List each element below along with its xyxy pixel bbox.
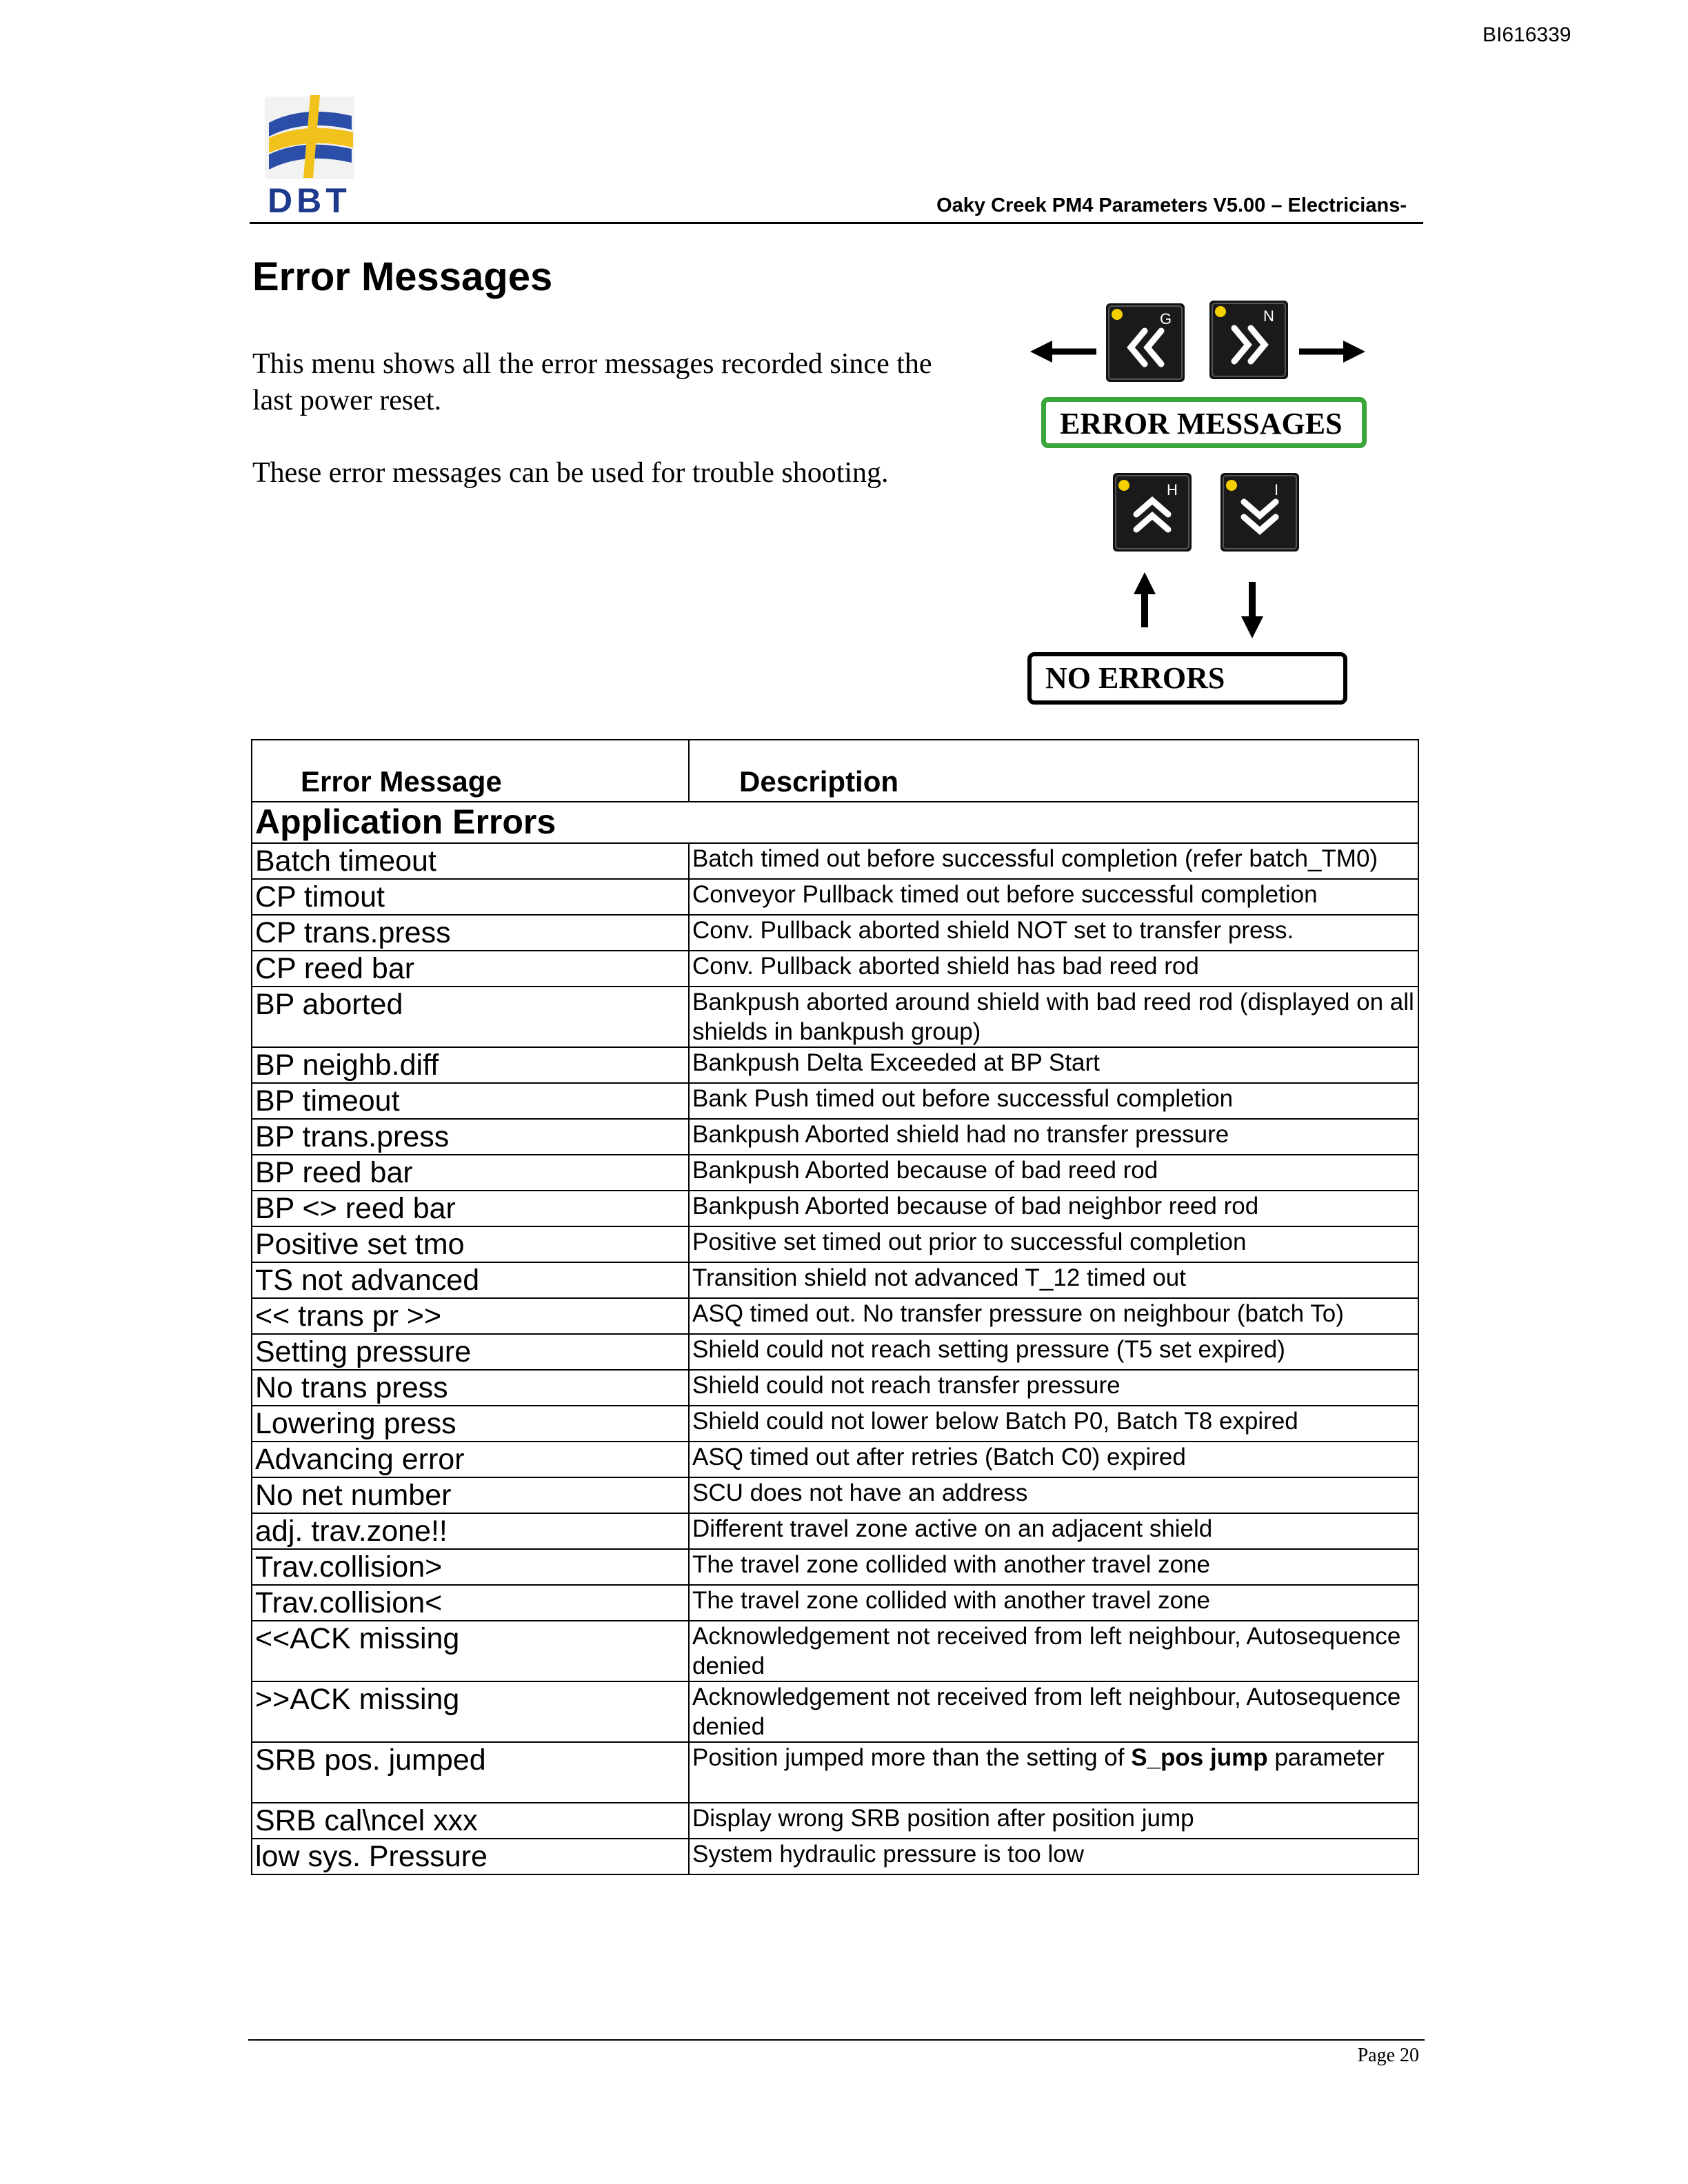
error-message-cell: BP <> reed bar xyxy=(252,1191,689,1226)
error-message-cell: BP timeout xyxy=(252,1083,689,1119)
description-cell: Transition shield not advanced T_12 timed out xyxy=(689,1262,1418,1298)
description-cell: ASQ timed out. No transfer pressure on neighbour (batch To) xyxy=(689,1298,1418,1334)
key-letter-n: N xyxy=(1263,307,1274,325)
error-table-container xyxy=(251,739,1418,1875)
table-row xyxy=(252,1406,1418,1442)
error-message-cell: >>ACK missing xyxy=(252,1681,689,1742)
table-header-row xyxy=(252,740,1418,802)
description-cell: The travel zone collided with another travel zone xyxy=(689,1585,1418,1621)
table-row xyxy=(252,1119,1418,1155)
description-cell: Bank Push timed out before successful completion xyxy=(689,1083,1418,1119)
description-cell: Bankpush Aborted because of bad reed rod xyxy=(689,1155,1418,1191)
group-label: Application Errors xyxy=(252,802,1418,843)
header-title: Oaky Creek PM4 Parameters V5.00 – Electricians- xyxy=(936,194,1407,216)
table-row xyxy=(252,987,1418,1047)
description-cell: Conv. Pullback aborted shield has bad reed rod xyxy=(689,951,1418,987)
error-message-cell: Trav.collision< xyxy=(252,1585,689,1621)
description-cell: Positive set timed out prior to successful completion xyxy=(689,1226,1418,1262)
description-cell: Bankpush aborted around shield with bad reed rod (displayed on all shields in bankpush group) xyxy=(689,987,1418,1047)
logo-text: DBT xyxy=(268,181,351,220)
footer-divider xyxy=(248,2039,1425,2041)
header-divider xyxy=(250,222,1423,224)
error-message-cell: SRB cal\ncel xxx xyxy=(252,1803,689,1839)
error-message-cell: BP reed bar xyxy=(252,1155,689,1191)
page-number: Page 20 xyxy=(1357,2045,1419,2066)
error-message-cell: Advancing error xyxy=(252,1442,689,1477)
description-cell: Acknowledgement not received from left neighbour, Autosequence denied xyxy=(689,1621,1418,1681)
description-cell: System hydraulic pressure is too low xyxy=(689,1839,1418,1874)
error-message-cell: Positive set tmo xyxy=(252,1226,689,1262)
error-message-cell: CP timout xyxy=(252,879,689,915)
description-text: Position jumped more than the setting of xyxy=(692,1744,1132,1771)
description-cell: Batch timed out before successful completion (refer batch_TM0) xyxy=(689,843,1418,879)
description-cell xyxy=(689,1742,1418,1803)
key-up-button xyxy=(1113,473,1192,552)
error-message-cell: CP trans.press xyxy=(252,915,689,951)
usage-paragraph: These error messages can be used for trouble shooting. xyxy=(252,457,889,489)
key-right-button xyxy=(1209,301,1288,379)
error-table xyxy=(251,739,1419,1875)
description-cell: Conv. Pullback aborted shield NOT set to transfer press. xyxy=(689,915,1418,951)
table-row xyxy=(252,1585,1418,1621)
table-row xyxy=(252,1155,1418,1191)
description-cell: Shield could not reach setting pressure (T5 set expired) xyxy=(689,1334,1418,1370)
table-row xyxy=(252,1298,1418,1334)
section-title: Error Messages xyxy=(252,254,553,299)
error-message-cell: Lowering press xyxy=(252,1406,689,1442)
description-cell: Shield could not lower below Batch P0, Batch T8 expired xyxy=(689,1406,1418,1442)
table-row xyxy=(252,1262,1418,1298)
table-row xyxy=(252,1370,1418,1406)
display-no-errors: NO ERRORS xyxy=(1027,652,1347,705)
error-message-cell: SRB pos. jumped xyxy=(252,1742,689,1803)
error-message-cell: Setting pressure xyxy=(252,1334,689,1370)
error-message-cell: <<ACK missing xyxy=(252,1621,689,1681)
key-letter-g: G xyxy=(1160,310,1172,327)
parameter-name: S_pos jump xyxy=(1131,1744,1268,1771)
description-cell: Display wrong SRB position after position jump xyxy=(689,1803,1418,1839)
column-header-error-message: Error Message xyxy=(252,740,689,802)
key-down-button xyxy=(1220,473,1299,552)
table-row xyxy=(252,1549,1418,1585)
table-row xyxy=(252,1742,1418,1803)
table-row xyxy=(252,1226,1418,1262)
error-message-cell: BP neighb.diff xyxy=(252,1047,689,1083)
error-message-cell: No trans press xyxy=(252,1370,689,1406)
description-cell: Bankpush Aborted because of bad neighbor reed rod xyxy=(689,1191,1418,1226)
description-cell: Shield could not reach transfer pressure xyxy=(689,1370,1418,1406)
description-cell: Bankpush Aborted shield had no transfer pressure xyxy=(689,1119,1418,1155)
description-cell: Bankpush Delta Exceeded at BP Start xyxy=(689,1047,1418,1083)
description-cell: SCU does not have an address xyxy=(689,1477,1418,1513)
table-row xyxy=(252,1513,1418,1549)
table-row xyxy=(252,1191,1418,1226)
table-row xyxy=(252,951,1418,987)
doc-id: BI616339 xyxy=(1483,23,1571,46)
intro-paragraph: This menu shows all the error messages recorded since the last power reset. xyxy=(252,348,932,416)
table-row xyxy=(252,915,1418,951)
arrow-right-icon xyxy=(1299,341,1365,363)
table-row xyxy=(252,879,1418,915)
group-row xyxy=(252,802,1418,843)
error-message-cell: adj. trav.zone!! xyxy=(252,1513,689,1549)
description-cell: Conveyor Pullback timed out before successful completion xyxy=(689,879,1418,915)
error-message-cell: TS not advanced xyxy=(252,1262,689,1298)
arrow-down-icon xyxy=(1241,582,1263,638)
column-header-description: Description xyxy=(689,740,1418,802)
key-left-button xyxy=(1106,303,1185,382)
table-row xyxy=(252,1047,1418,1083)
error-message-cell: CP reed bar xyxy=(252,951,689,987)
error-message-cell: low sys. Pressure xyxy=(252,1839,689,1874)
table-row xyxy=(252,843,1418,879)
table-row xyxy=(252,1334,1418,1370)
key-letter-h: H xyxy=(1167,481,1178,498)
display-error-messages: ERROR MESSAGES xyxy=(1041,397,1367,448)
table-row xyxy=(252,1839,1418,1874)
table-row xyxy=(252,1083,1418,1119)
key-letter-i: I xyxy=(1274,481,1279,498)
description-cell: Acknowledgement not received from left neighbour, Autosequence denied xyxy=(689,1681,1418,1742)
description-text: parameter xyxy=(1267,1744,1385,1771)
error-message-cell: No net number xyxy=(252,1477,689,1513)
table-row xyxy=(252,1621,1418,1681)
arrow-up-icon xyxy=(1134,572,1156,627)
table-row xyxy=(252,1442,1418,1477)
table-body xyxy=(252,802,1418,1874)
table-row xyxy=(252,1681,1418,1742)
error-message-cell: << trans pr >> xyxy=(252,1298,689,1334)
error-message-cell: Batch timeout xyxy=(252,843,689,879)
table-row xyxy=(252,1477,1418,1513)
description-cell: The travel zone collided with another travel zone xyxy=(689,1549,1418,1585)
error-message-cell: BP trans.press xyxy=(252,1119,689,1155)
table-row xyxy=(252,1803,1418,1839)
error-message-cell: Trav.collision> xyxy=(252,1549,689,1585)
arrow-left-icon xyxy=(1030,341,1096,363)
description-cell: ASQ timed out after retries (Batch C0) expired xyxy=(689,1442,1418,1477)
description-cell: Different travel zone active on an adjacent shield xyxy=(689,1513,1418,1549)
error-message-cell: BP aborted xyxy=(252,987,689,1047)
